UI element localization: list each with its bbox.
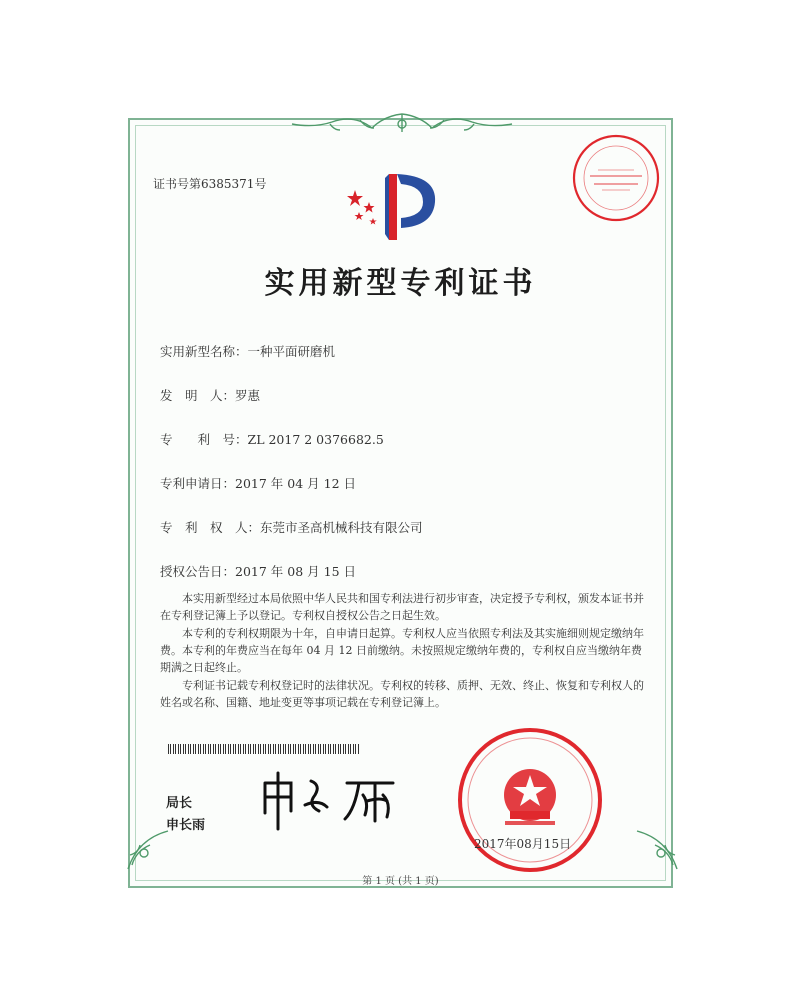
patent-office-logo	[345, 168, 445, 248]
field-utility-model-name	[160, 342, 335, 360]
top-ornament	[290, 110, 515, 138]
field-label: 专利申请日：	[160, 476, 236, 491]
barcode	[168, 744, 360, 754]
issue-date: 2017年08月15日	[474, 837, 572, 851]
field-value: 2017 年 08 月 15 日	[235, 564, 357, 579]
certificate-title: 实用新型专利证书	[264, 266, 537, 301]
handwritten-signature	[255, 765, 415, 835]
field-label: 授权公告日：	[160, 564, 236, 579]
body-paragraph: 本专利的专利权期限为十年，自申请日起算。专利权人应当依照专利法及其实施细则规定缴纳年费。本专利的年费应当在每年 04 月 12 日前缴纳。未按照规定缴纳年费的，专利权自应当缴纳年费期满之日起终止。	[160, 627, 644, 674]
field-label: 专 利 权 人：	[160, 520, 261, 535]
signature-name: 申长雨	[166, 818, 206, 833]
patent-certificate	[128, 118, 673, 888]
certificate-number: 证书号第6385371号	[153, 177, 267, 191]
body-paragraph: 本实用新型经过本局依照中华人民共和国专利法进行初步审查，决定授予专利权，颁发本证书并在专利登记簿上予以登记。专利权自授权公告之日起生效。	[160, 592, 644, 622]
field-label: 专 利 号：	[160, 432, 248, 447]
certificate-body-text	[160, 590, 646, 712]
field-patent-number	[160, 430, 384, 448]
field-value: 罗惠	[235, 388, 261, 403]
field-application-date	[160, 474, 356, 492]
page-footer: 第 1 页 (共 1 页)	[362, 876, 439, 887]
official-seal	[455, 725, 605, 875]
field-label: 实用新型名称：	[160, 344, 248, 359]
signature-title: 局长	[166, 796, 193, 811]
field-label: 发 明 人：	[160, 388, 236, 403]
field-patentee	[160, 518, 423, 536]
field-grant-date	[160, 562, 356, 580]
field-value: 2017 年 04 月 12 日	[235, 476, 357, 491]
agency-stamp	[568, 130, 664, 226]
corner-ornament-bottom-left	[124, 825, 172, 873]
field-value: ZL 2017 2 0376682.5	[247, 432, 384, 447]
body-paragraph: 专利证书记载专利权登记时的法律状况。专利权的转移、质押、无效、终止、恢复和专利权人的姓名或名称、国籍、地址变更等事项记载在专利登记簿上。	[160, 679, 644, 709]
field-inventor	[160, 386, 260, 404]
field-value: 东莞市圣高机械科技有限公司	[260, 520, 423, 535]
corner-ornament-bottom-right	[633, 825, 681, 873]
field-value: 一种平面研磨机	[247, 344, 336, 359]
